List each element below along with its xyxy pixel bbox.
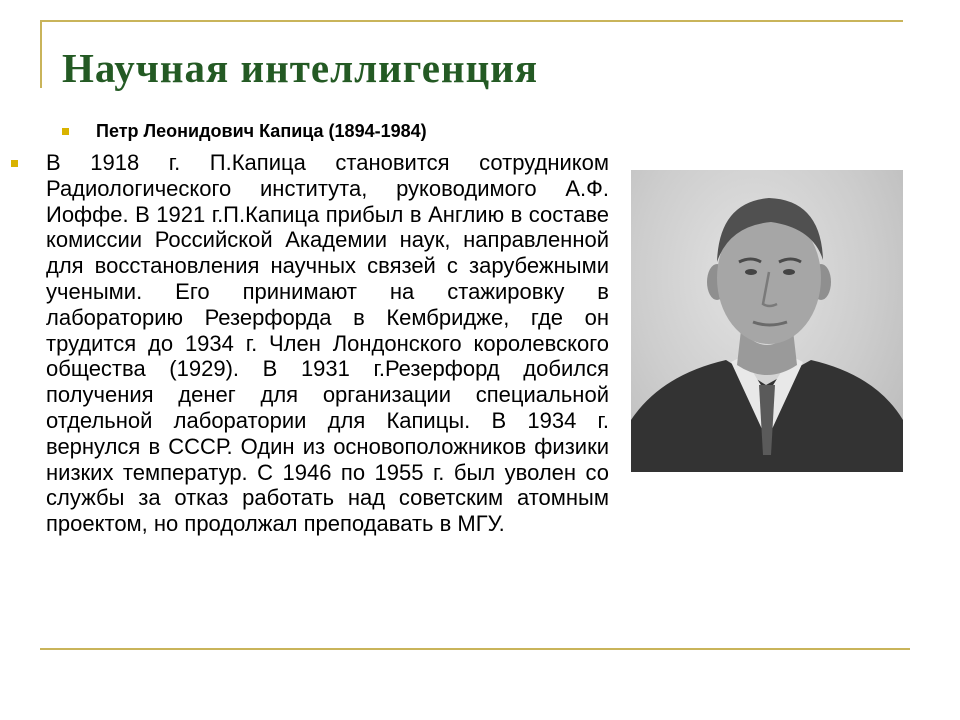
frame-bottom-line [40,648,910,650]
square-bullet-icon [11,160,18,167]
frame-left-line [40,20,42,88]
frame-top-line [40,20,903,22]
slide-title: Научная интеллигенция [62,45,539,91]
square-bullet-icon [62,128,69,135]
body-paragraph: В 1918 г. П.Капица становится сотрудником Радиологического института, руководимого А.Ф. Иоффе. В 1921 г.П.Капица прибыл в Англию в составе комиссии Российской Академии наук, направленной для восстановления научных связей с зарубежными учеными. Его принимают на стажировку в лабораторию Резерфорда в Кембридже, где он трудится до 1934 г. Член Лондонского королевского общества (1929). В 1931 г.Резерфорд добился получения денег для организации специальной отдельной лаборатории для Капицы. В 1934 г. вернулся в СССР. Один из основоположников физики низких температур. С 1946 по 1955 г. был уволен со службы за отказ работать над советским атомным проектом, но продолжал преподавать в МГУ. [46,150,609,537]
portrait-photo [631,170,903,472]
subheading: Петр Леонидович Капица (1894-1984) [96,121,427,141]
